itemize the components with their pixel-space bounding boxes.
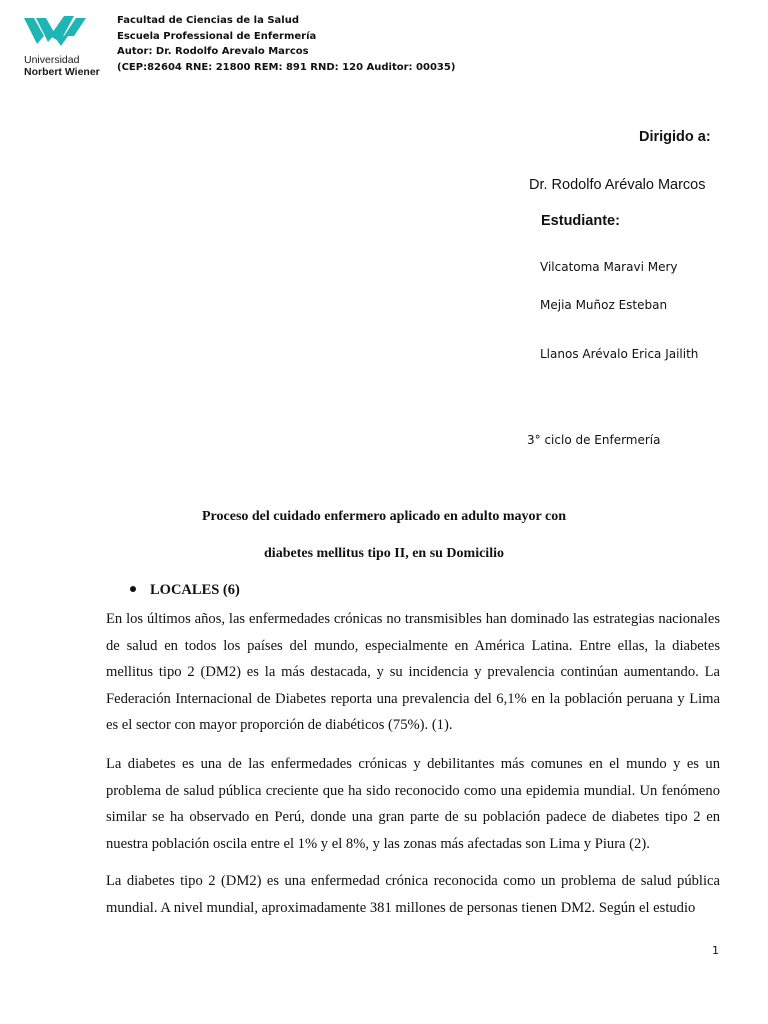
recipient-name: Dr. Rodolfo Arévalo Marcos (529, 177, 706, 193)
logo-line-2: Norbert Wiener (24, 66, 100, 78)
header-info (117, 13, 455, 75)
course-cycle: 3° ciclo de Enfermería (527, 433, 661, 447)
credentials-line: (CEP:82604 RNE: 21800 REM: 891 RND: 120 Auditor: 00035) (117, 61, 456, 73)
logo-line-1: Universidad (24, 54, 80, 66)
faculty-line: Facultad de Ciencias de la Salud (117, 15, 299, 26)
bullet-icon (130, 586, 136, 592)
paragraph-3: La diabetes tipo 2 (DM2) es una enfermedad crónica reconocida como un problema de salud pública mundial. A nivel mundial, aproximadamente 381 millones de personas tienen DM2. Según el estudio (106, 873, 720, 916)
recipient-label: Dirigido a: (639, 129, 711, 145)
paragraph-2: La diabetes es una de las enfermedades crónicas y debilitantes más comunes en el mundo y es un problema de salud pública creciente que ha sido reconocido como una epidemia mundial. Un fenómeno similar se ha observado en Perú, donde una gran parte de su población padece de diabetes tipo 2 en nuestra población oscila entre el 1% y el 8%, y las zonas más afectadas son Lima y Piura (2). (106, 756, 720, 852)
school-line: Escuela Professional de Enfermería (117, 30, 317, 42)
student-name-2: Mejia Muñoz Esteban (540, 298, 668, 312)
author-line: Autor: Dr. Rodolfo Arevalo Marcos (117, 46, 309, 57)
university-logo (24, 14, 116, 78)
uw-logo-mark-icon (24, 14, 86, 50)
section-heading (130, 582, 240, 599)
document-title-line-2: diabetes mellitus tipo II, en su Domicilio (264, 546, 504, 561)
document-title-line-1: Proceso del cuidado enfermero aplicado en adulto mayor con (202, 509, 566, 524)
page-number: 1 (712, 944, 719, 957)
student-name-3: Llanos Arévalo Erica Jailith (540, 347, 699, 361)
section-heading-text: LOCALES (6) (150, 582, 240, 598)
students-label: Estudiante: (541, 213, 620, 229)
paragraph-1: En los últimos años, las enfermedades crónicas no transmisibles han dominado las estrategias nacionales de salud en todos los países del mundo, especialmente en América Latina. Entre ellas, la diabetes mellitus tipo 2 (DM2) es la más destacada, y su incidencia y prevalencia continúan aumentando. La Federación Internacional de Diabetes reporta una prevalencia del 6,1% en la población peruana y Lima es el sector con mayor proporción de diabéticos (75%). (1). (106, 611, 720, 734)
student-name-1: Vilcatoma Maravi Mery (540, 260, 678, 274)
